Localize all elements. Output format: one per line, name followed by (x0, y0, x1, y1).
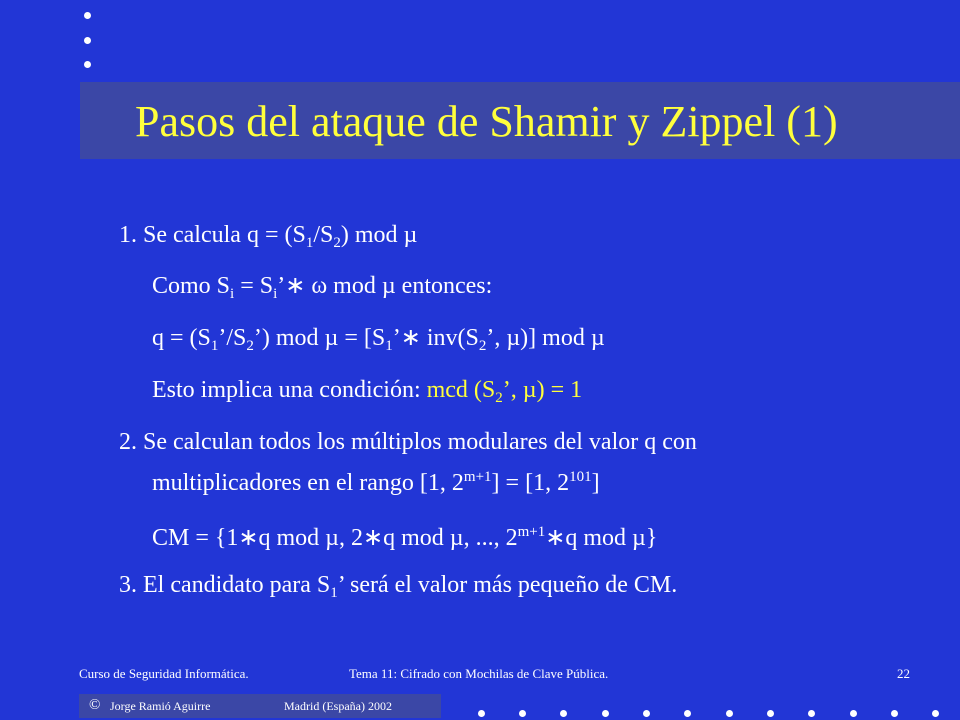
decor-dot (643, 710, 650, 717)
decor-dot (684, 710, 691, 717)
step-2-set (152, 517, 657, 553)
text: ’) mod µ = [S (253, 325, 386, 351)
text: 1. Se calcula q = (S (119, 222, 306, 248)
copyright-icon: © (89, 697, 101, 713)
step-2-continuation (152, 462, 600, 498)
text: = S (234, 273, 274, 299)
superscript: 101 (569, 469, 592, 485)
subscript: 1 (385, 338, 393, 354)
text: 3. El candidato para S (119, 572, 331, 598)
text: Como S (152, 273, 231, 299)
text: 2. Se calculan todos los múltiplos modulares del valor q con (119, 429, 697, 455)
step-1 (119, 220, 417, 258)
footer-topic: Tema 11: Cifrado con Mochilas de Clave Pública. (349, 666, 609, 681)
text: multiplicadores en el rango [1, 2 (152, 470, 464, 496)
decor-dot (932, 710, 939, 717)
text: ’, µ) = 1 (502, 377, 583, 403)
subscript: 2 (495, 390, 503, 406)
decor-dot (84, 37, 91, 44)
footer-place: Madrid (España) 2002 (284, 699, 392, 713)
footer-author: Jorge Ramió Aguirre (110, 699, 211, 713)
text: mcd (S (426, 377, 496, 403)
decor-dot (850, 710, 857, 717)
decor-dot (602, 710, 609, 717)
copyright-bar (79, 694, 441, 718)
step-2 (119, 427, 697, 457)
subscript: 1 (305, 235, 314, 251)
text: ’∗ ω mod µ entonces: (277, 273, 493, 299)
subscript: 1 (210, 338, 219, 354)
slide-title: Pasos del ataque de Shamir y Zippel (1) (135, 97, 838, 146)
decor-dot (891, 710, 898, 717)
page-number: 22 (897, 666, 910, 681)
decor-dot (84, 61, 91, 68)
subscript: i (230, 286, 235, 302)
subscript: 1 (330, 585, 338, 601)
text: ’, µ)] mod µ (486, 325, 605, 351)
title-bar (80, 82, 960, 159)
decor-dot (767, 710, 774, 717)
text: /S (313, 222, 334, 248)
text: ’∗ inv(S (392, 325, 479, 351)
step-1-formula (152, 323, 605, 361)
superscript: m+1 (463, 469, 492, 485)
decor-dot (560, 710, 567, 717)
text: CM = {1∗q mod µ, 2∗q mod µ, ..., 2 (152, 525, 518, 551)
step-1-detail (152, 271, 492, 309)
decor-dot (726, 710, 733, 717)
subscript: 2 (246, 338, 254, 354)
text: Esto implica una condición: (152, 377, 427, 403)
text: ∗q mod µ} (545, 525, 658, 551)
decor-dot (519, 710, 526, 717)
footer-course: Curso de Seguridad Informática. (79, 666, 249, 681)
text: ) mod µ (340, 222, 418, 248)
text: ’/S (218, 325, 247, 351)
text: ’ será el valor más pequeño de CM. (337, 572, 678, 598)
subscript: 2 (478, 338, 487, 354)
subscript: i (273, 286, 278, 302)
superscript: m+1 (517, 524, 546, 540)
decor-dot (478, 710, 485, 717)
step-1-condition (152, 375, 582, 413)
step-3 (119, 570, 677, 608)
text: ] = [1, 2 (491, 470, 570, 496)
text: ] (591, 470, 600, 496)
subscript: 2 (333, 235, 341, 251)
text: q = (S (152, 325, 211, 351)
decor-dot (84, 12, 91, 19)
decor-dot (808, 710, 815, 717)
condition-highlight (426, 377, 583, 406)
